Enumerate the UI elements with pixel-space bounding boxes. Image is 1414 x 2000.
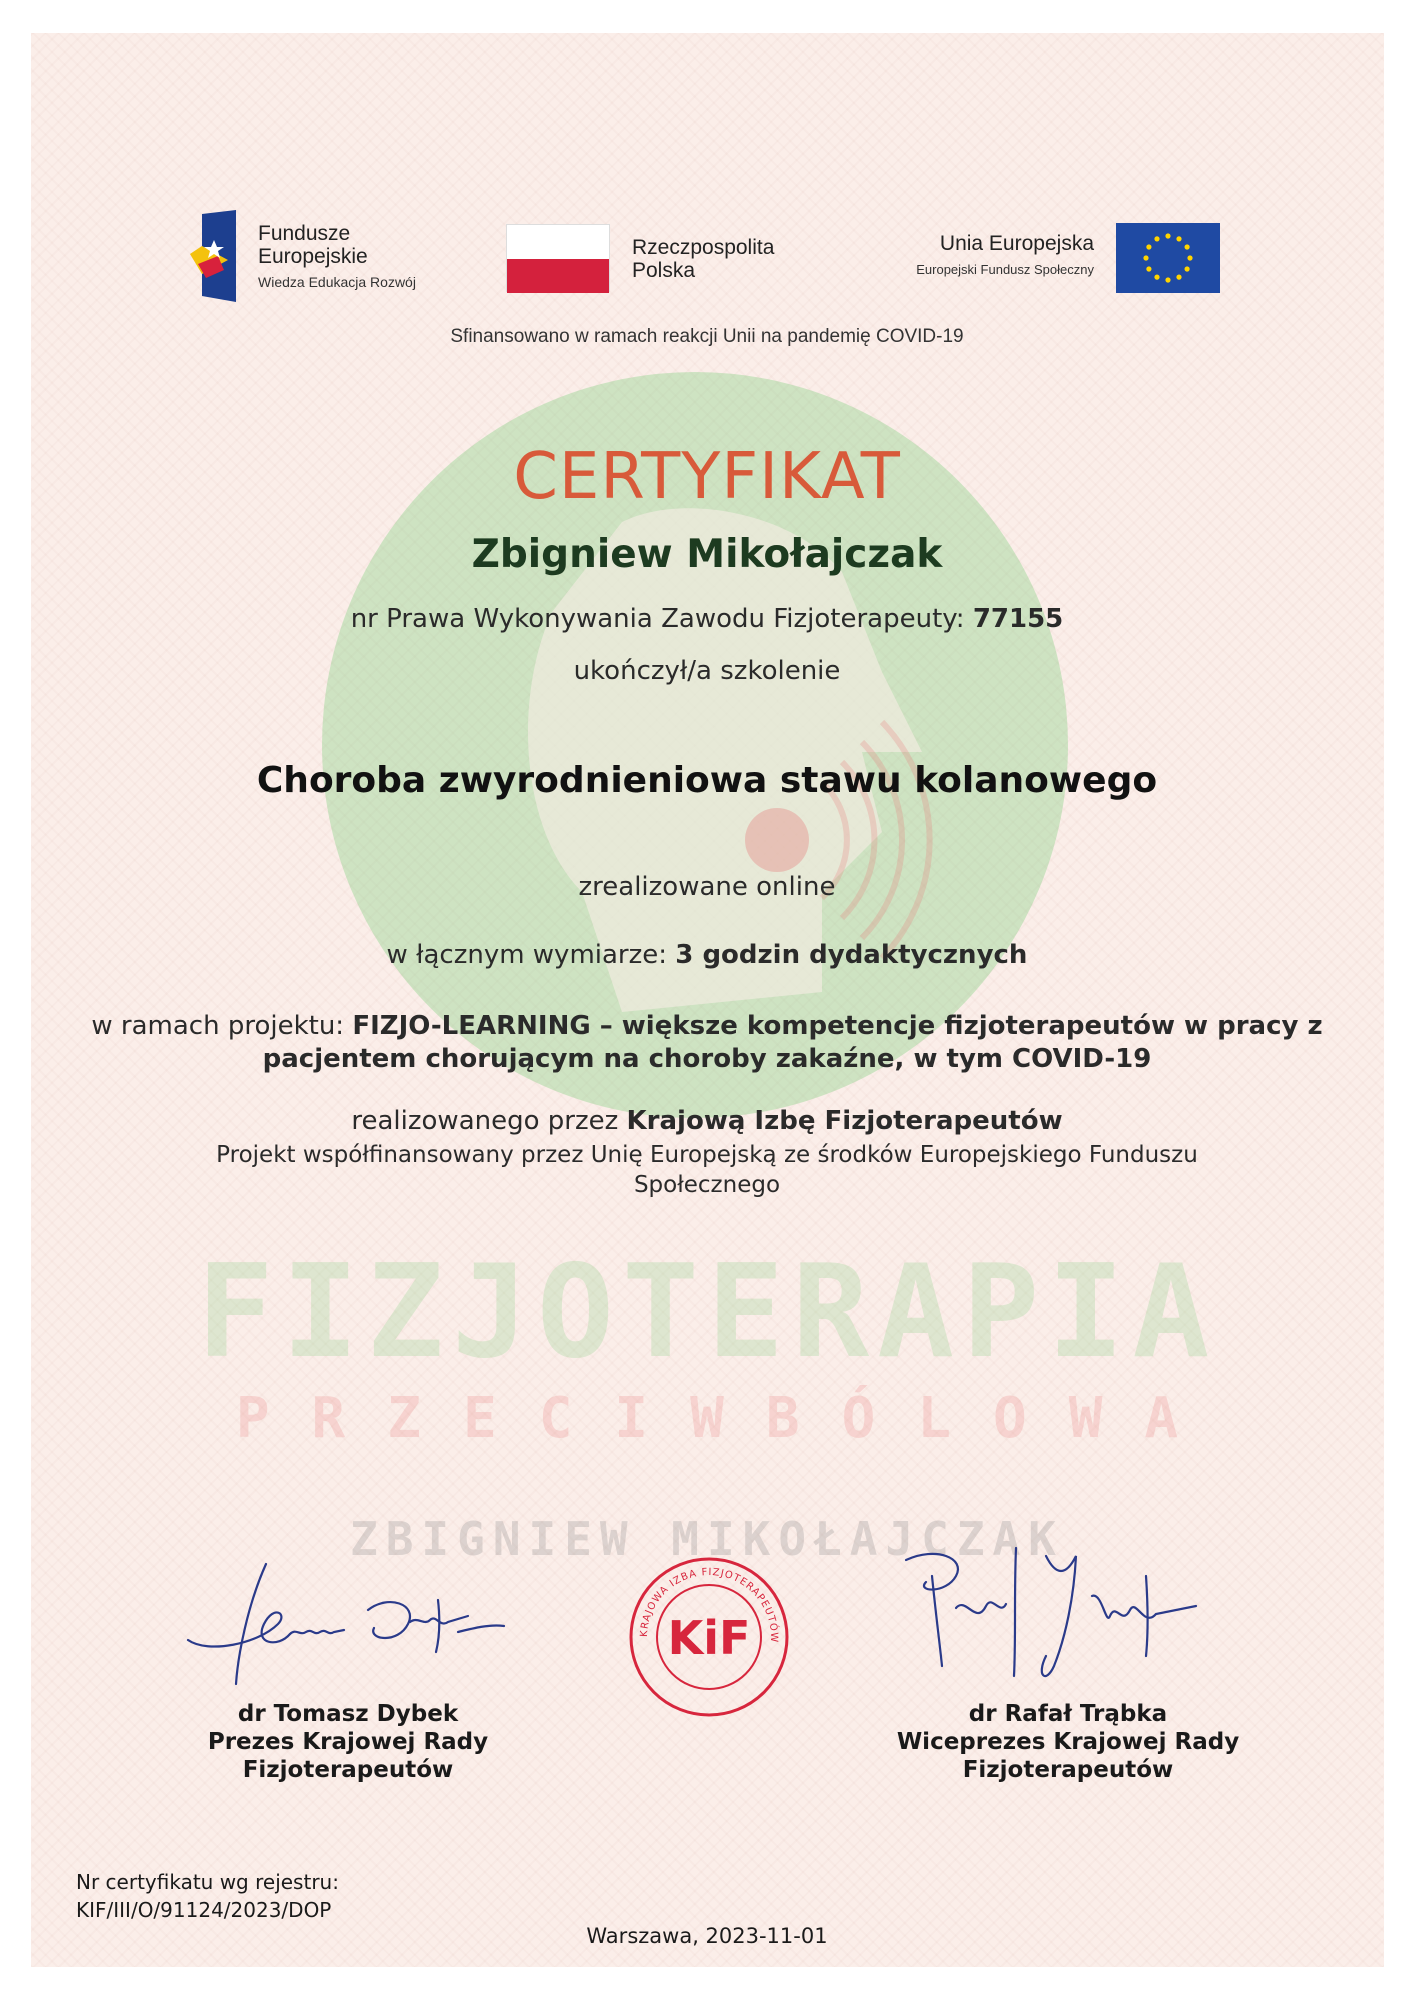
eu-star-icon [1165, 233, 1170, 238]
watermark-text-przeciwbolowa: PRZECIWBÓLOWA [235, 1386, 1221, 1451]
eu-logo-title: Unia Europejska [939, 232, 1094, 255]
polska-logo-line2: Polska [632, 259, 696, 282]
licence-label: nr Prawa Wykonywania Zawodu Fizjoterapeuty: [350, 604, 965, 634]
implemented-by: Krajową Izbę Fizjoterapeutów [626, 1106, 1063, 1136]
completed-text: ukończył/a szkolenie [573, 656, 841, 686]
signatory-right [858, 1700, 1278, 1784]
cofinancing-note: Projekt współfinansowany przez Unię Europejską ze środków Europejskiego Funduszu Społecznego [216, 1142, 1198, 1198]
signatory-right-role2: Fizjoterapeutów [962, 1757, 1174, 1783]
signatory-right-name: dr Rafał Trąbka [968, 1701, 1168, 1727]
signatory-left-role1: Prezes Krajowej Rady [207, 1729, 489, 1755]
eu-star-icon [1154, 275, 1159, 280]
course-title: Choroba zwyrodnieniowa stawu kolanowego [256, 760, 1158, 801]
registry-block [76, 1868, 339, 1924]
eu-star-icon [1187, 255, 1192, 260]
eu-flag-icon [1116, 223, 1220, 293]
fundusze-europejskie-logo-icon [188, 210, 238, 302]
fundusze-logo-line2: Europejskie [258, 245, 368, 268]
eu-star-icon [1146, 244, 1151, 249]
licence-number: 77155 [972, 604, 1064, 634]
fundusze-logo-line1: Fundusze [258, 222, 351, 245]
hours-label: w łącznym wymiarze: [386, 940, 668, 970]
watermark-text-name: ZBIGNIEW MIKOŁAJCZAK [350, 1512, 1064, 1566]
hours-value: 3 godzin dydaktycznych [675, 940, 1028, 970]
eu-star-icon [1154, 236, 1159, 241]
eu-logo-subtitle: Europejski Fundusz Społeczny [916, 262, 1094, 277]
registry-number: KIF/III/O/91124/2023/DOP [76, 1898, 332, 1922]
signatory-left-role2: Fizjoterapeutów [242, 1757, 454, 1783]
signatory-right-role1: Wiceprezes Krajowej Rady [896, 1729, 1240, 1755]
stamp-logo-text: KiF [667, 1611, 751, 1665]
polish-flag-icon [506, 224, 610, 292]
registry-label: Nr certyfikatu wg rejestru: [76, 1870, 339, 1894]
eu-star-icon [1185, 266, 1190, 271]
funding-note: Sfinansowano w ramach reakcji Unii na pandemię COVID-19 [450, 326, 964, 347]
eu-star-icon [1146, 266, 1151, 271]
kif-stamp [628, 1556, 790, 1718]
eu-star-icon [1176, 275, 1181, 280]
holder-name: Zbigniew Mikołajczak [471, 532, 943, 577]
stamp-ring-text: KRAJOWA IZBA FIZJOTERAPEUTÓW [638, 1566, 780, 1644]
signatory-left-name: dr Tomasz Dybek [237, 1701, 459, 1727]
signature-rafal-trabka [896, 1536, 1236, 1696]
eu-star-icon [1165, 277, 1170, 282]
eu-star-icon [1185, 244, 1190, 249]
hours-line [0, 940, 1414, 970]
course-mode: zrealizowane online [578, 872, 836, 902]
watermark-text-fizjoterapia: FIZJOTERAPIA [196, 1238, 1218, 1387]
polska-logo-line1: Rzeczpospolita [632, 236, 775, 259]
certificate-title: CERTYFIKAT [513, 440, 901, 514]
project-name: FIZJO-LEARNING – większe kompetencje fizjoterapeutów w pracy z pacjentem chorującym na choroby zakaźne, w tym COVID-19 [262, 1011, 1323, 1074]
signature-tomasz-dybek [178, 1544, 518, 1694]
project-line [80, 1010, 1334, 1076]
implemented-label: realizowanego przez [351, 1106, 619, 1136]
eu-star-icon [1143, 255, 1148, 260]
implemented-line [0, 1106, 1414, 1136]
fundusze-logo-tagline: Wiedza Edukacja Rozwój [258, 274, 416, 290]
licence-line [0, 604, 1414, 634]
place-date: Warszawa, 2023-11-01 [586, 1924, 828, 1948]
eu-star-icon [1176, 236, 1181, 241]
signatory-left [138, 1700, 558, 1784]
project-label: w ramach projektu: [91, 1011, 345, 1041]
